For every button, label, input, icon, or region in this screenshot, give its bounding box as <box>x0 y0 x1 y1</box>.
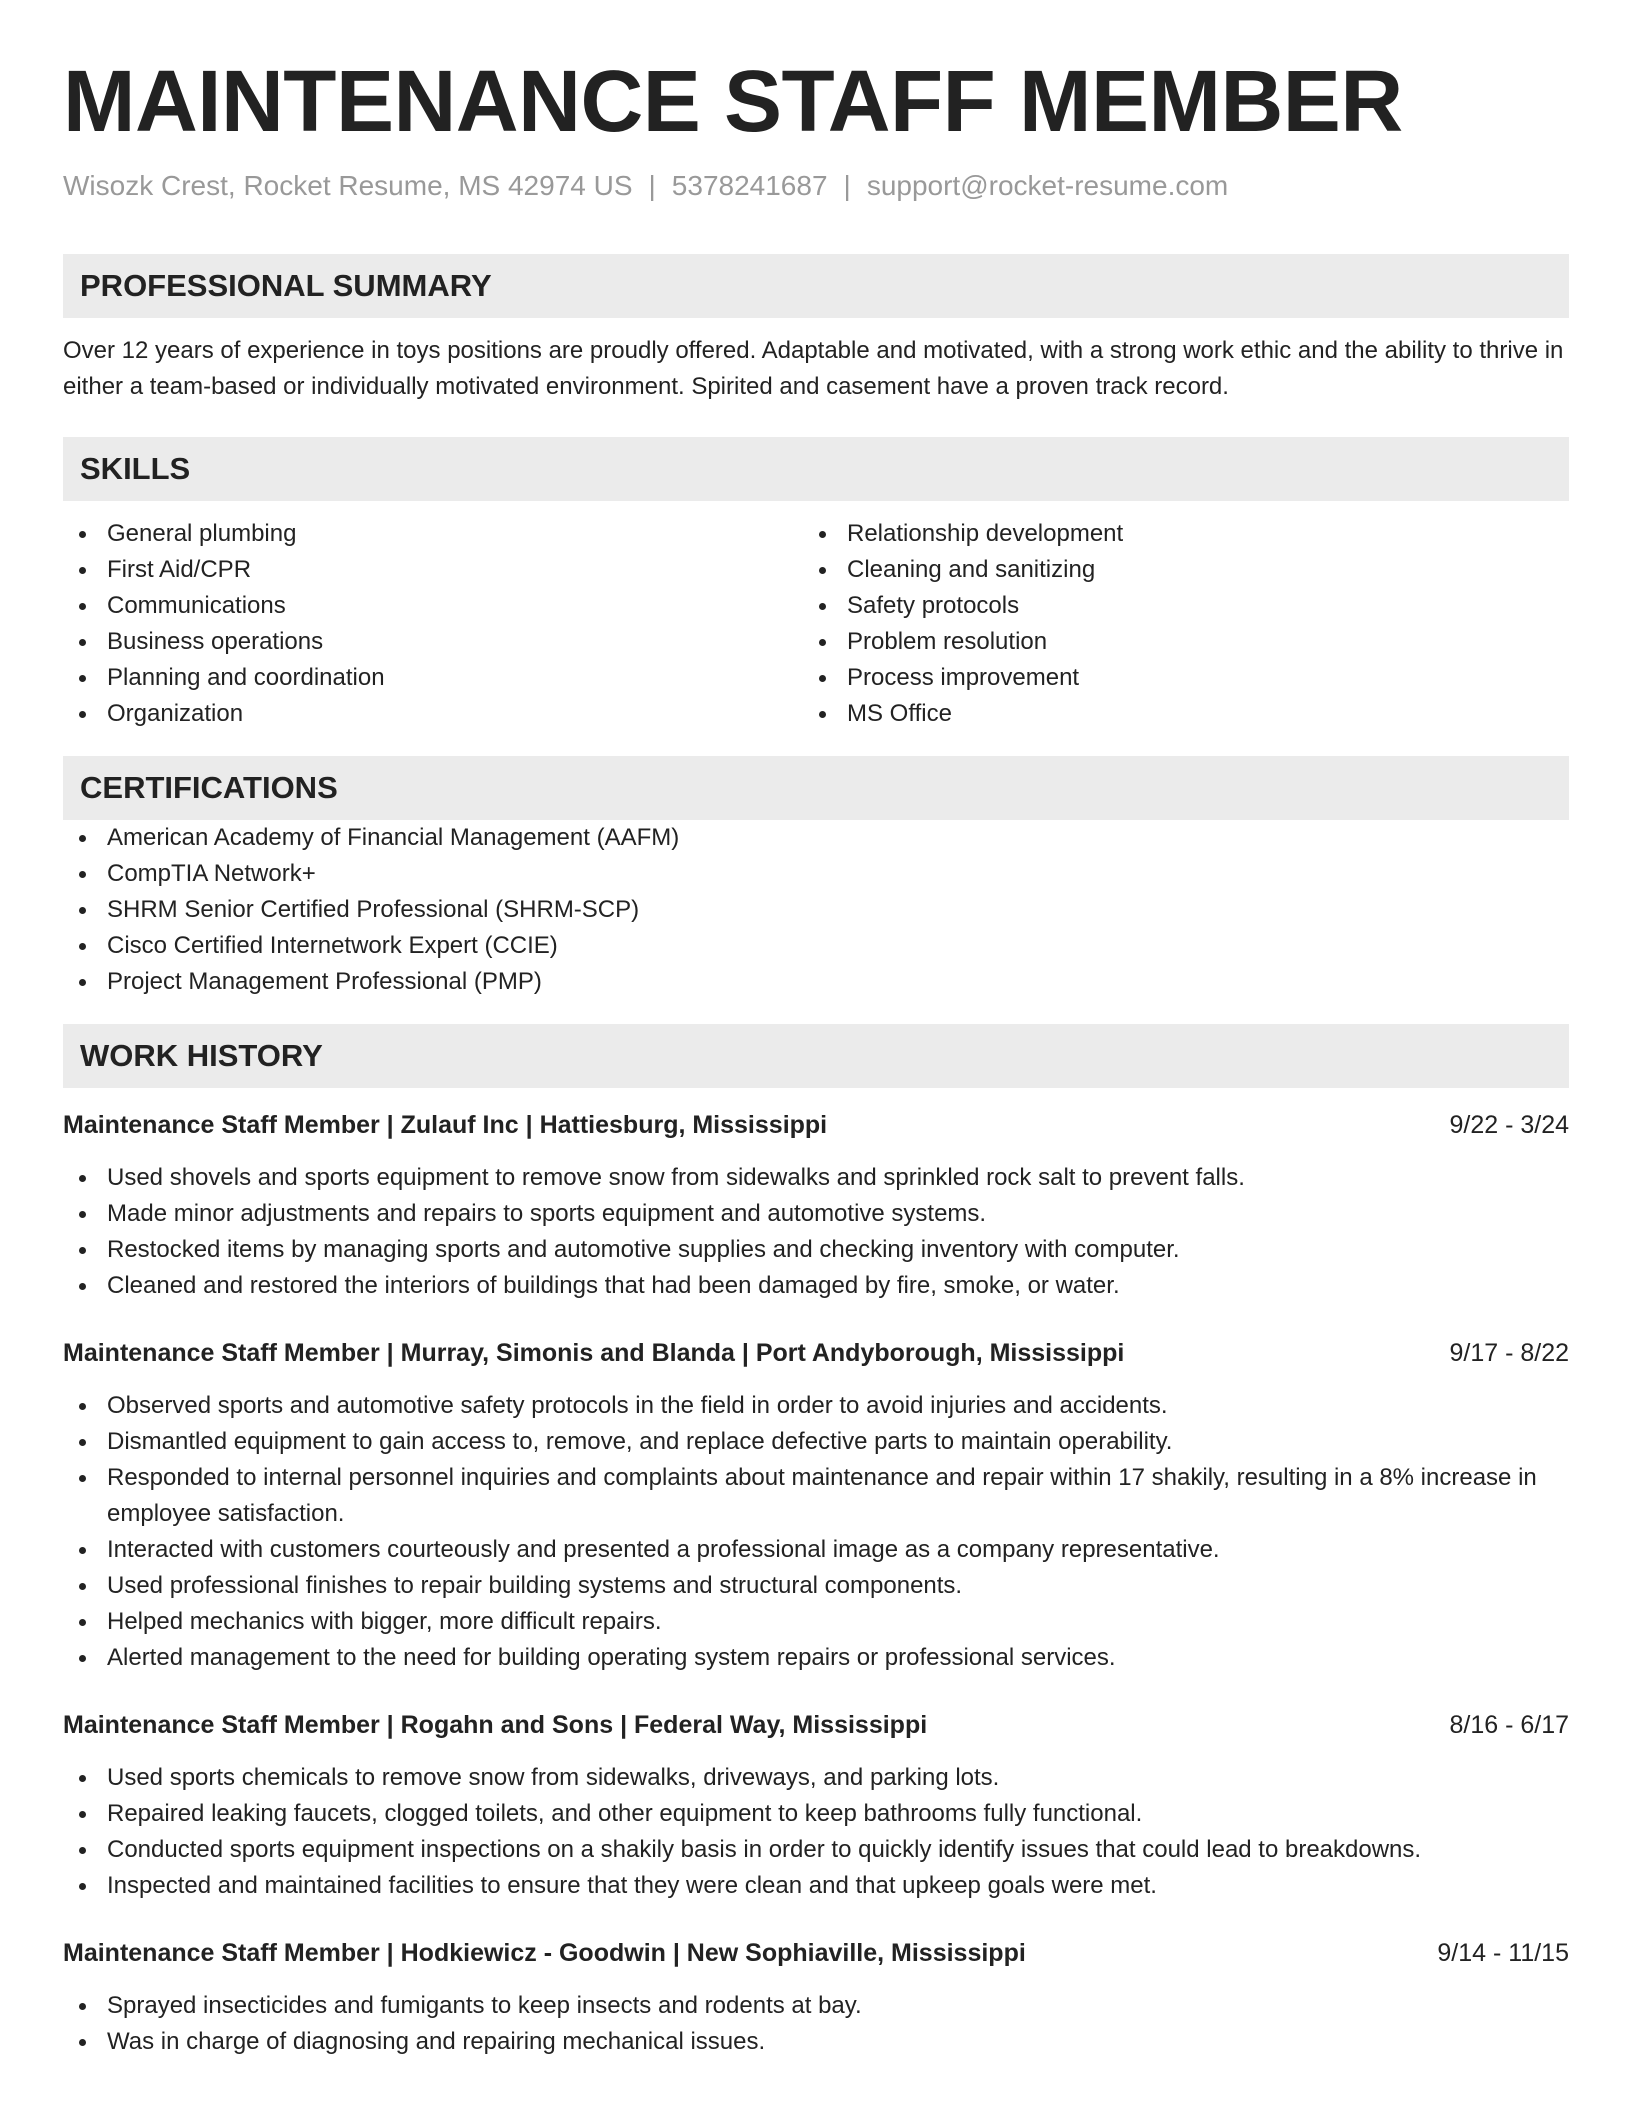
job-bullet: Interacted with customers courteously and presented a professional image as a company representative. <box>63 1532 1569 1568</box>
skill-item: Communications <box>63 588 803 624</box>
skill-item: Planning and coordination <box>63 660 803 696</box>
job-dates: 9/17 - 8/22 <box>1449 1339 1569 1367</box>
skill-item: Safety protocols <box>803 588 1543 624</box>
job-bullet: Restocked items by managing sports and automotive supplies and checking inventory with computer. <box>63 1232 1569 1268</box>
section-header-summary: PROFESSIONAL SUMMARY <box>63 254 1569 318</box>
job-bullets <box>63 1988 1569 2060</box>
section-header-skills: SKILLS <box>63 437 1569 501</box>
job-entry <box>63 1708 1569 1904</box>
job-bullet: Dismantled equipment to gain access to, remove, and replace defective parts to maintain operability. <box>63 1424 1569 1460</box>
job-bullet: Helped mechanics with bigger, more difficult repairs. <box>63 1604 1569 1640</box>
job-bullet: Made minor adjustments and repairs to sports equipment and automotive systems. <box>63 1196 1569 1232</box>
job-heading: Maintenance Staff Member | Murray, Simonis and Blanda | Port Andyborough, Mississippi <box>63 1339 1125 1367</box>
job-bullet: Used professional finishes to repair building systems and structural components. <box>63 1568 1569 1604</box>
contact-separator: | <box>843 170 851 201</box>
job-entry <box>63 1108 1569 1304</box>
section-header-work-history: WORK HISTORY <box>63 1024 1569 1088</box>
candidate-name: MAINTENANCE STAFF MEMBER <box>63 53 1403 150</box>
summary-text: Over 12 years of experience in toys positions are proudly offered. Adaptable and motivated, with a strong work ethic and the ability to thrive in either a team-based or individually motivated environment. Spirited and casement have a proven track record. <box>63 337 1564 400</box>
job-bullet: Observed sports and automotive safety protocols in the field in order to avoid injuries and accidents. <box>63 1388 1569 1424</box>
job-heading-line <box>63 1108 1569 1142</box>
skill-item: Problem resolution <box>803 624 1543 660</box>
contact-line <box>63 168 1569 204</box>
job-bullet: Used shovels and sports equipment to remove snow from sidewalks and sprinkled rock salt to prevent falls. <box>63 1160 1569 1196</box>
certification-item: SHRM Senior Certified Professional (SHRM-SCP) <box>63 892 1569 928</box>
job-bullet: Responded to internal personnel inquiries and complaints about maintenance and repair within 17 shakily, resulting in a 8% increase in employee satisfaction. <box>63 1460 1569 1532</box>
job-dates: 9/22 - 3/24 <box>1449 1111 1569 1139</box>
job-entry <box>63 1936 1569 2060</box>
job-entry <box>63 1336 1569 1676</box>
skill-item: General plumbing <box>63 516 803 552</box>
skill-item: Organization <box>63 696 803 732</box>
job-heading: Maintenance Staff Member | Zulauf Inc | Hattiesburg, Mississippi <box>63 1111 828 1139</box>
certification-item: Cisco Certified Internetwork Expert (CCIE) <box>63 928 1569 964</box>
skill-item: Business operations <box>63 624 803 660</box>
job-heading: Maintenance Staff Member | Hodkiewicz - Goodwin | New Sophiaville, Mississippi <box>63 1939 1026 1967</box>
contact-phone: 5378241687 <box>671 170 828 201</box>
skills-list-left <box>63 516 803 732</box>
contact-address: Wisozk Crest, Rocket Resume, MS 42974 US <box>63 170 633 201</box>
job-bullet: Alerted management to the need for building operating system repairs or professional services. <box>63 1640 1569 1676</box>
job-bullet: Repaired leaking faucets, clogged toilets, and other equipment to keep bathrooms fully functional. <box>63 1796 1569 1832</box>
job-bullet: Conducted sports equipment inspections on a shakily basis in order to quickly identify issues that could lead to breakdowns. <box>63 1832 1569 1868</box>
certification-item: American Academy of Financial Management (AAFM) <box>63 820 1569 856</box>
skill-item: MS Office <box>803 696 1543 732</box>
job-dates: 8/16 - 6/17 <box>1449 1711 1569 1739</box>
certification-item: Project Management Professional (PMP) <box>63 964 1569 1000</box>
job-heading-line <box>63 1336 1569 1370</box>
job-bullet: Inspected and maintained facilities to ensure that they were clean and that upkeep goals were met. <box>63 1868 1569 1904</box>
skills-column-right <box>803 516 1543 732</box>
skills-grid <box>63 516 1569 732</box>
skills-column-left <box>63 516 803 732</box>
certifications-list <box>63 820 1569 1000</box>
contact-separator: | <box>648 170 656 201</box>
job-bullets <box>63 1160 1569 1304</box>
job-bullets <box>63 1388 1569 1676</box>
job-heading-line <box>63 1936 1569 1970</box>
job-bullet: Cleaned and restored the interiors of buildings that had been damaged by fire, smoke, or water. <box>63 1268 1569 1304</box>
skills-list-right <box>803 516 1543 732</box>
job-bullet: Used sports chemicals to remove snow from sidewalks, driveways, and parking lots. <box>63 1760 1569 1796</box>
job-heading: Maintenance Staff Member | Rogahn and Sons | Federal Way, Mississippi <box>63 1711 928 1739</box>
certification-item: CompTIA Network+ <box>63 856 1569 892</box>
contact-email: support@rocket-resume.com <box>866 170 1229 201</box>
skill-item: First Aid/CPR <box>63 552 803 588</box>
job-bullets <box>63 1760 1569 1904</box>
section-header-certifications: CERTIFICATIONS <box>63 756 1569 820</box>
job-dates: 9/14 - 11/15 <box>1437 1939 1569 1967</box>
job-heading-line <box>63 1708 1569 1742</box>
skill-item: Cleaning and sanitizing <box>803 552 1543 588</box>
job-bullet: Was in charge of diagnosing and repairing mechanical issues. <box>63 2024 1569 2060</box>
skill-item: Process improvement <box>803 660 1543 696</box>
job-bullet: Sprayed insecticides and fumigants to keep insects and rodents at bay. <box>63 1988 1569 2024</box>
skill-item: Relationship development <box>803 516 1543 552</box>
